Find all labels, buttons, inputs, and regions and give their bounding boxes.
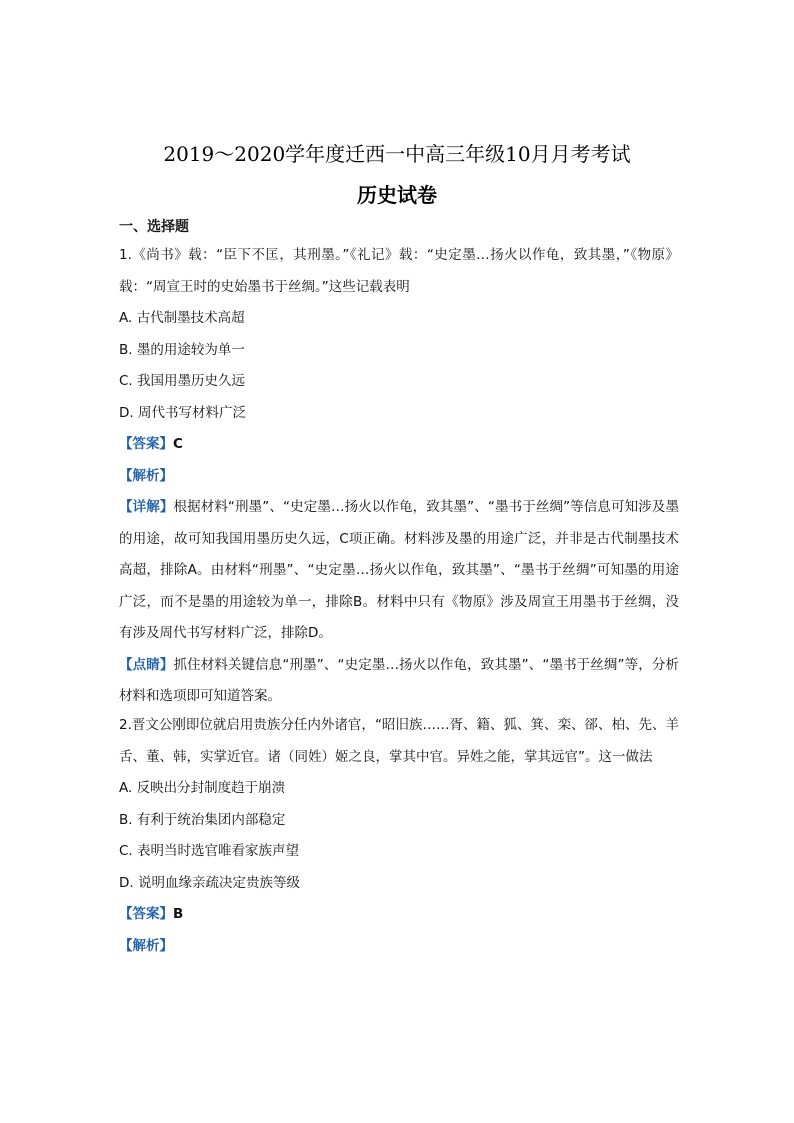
tip-text: 抓住材料关键信息“刑墨”、“史定墨…扬火以作龟，致其墨”、“墨书于丝绸”等，分析材料和选项即可知道答案。 [119, 656, 679, 704]
option-c: C. 我国用墨历史久远 [119, 373, 246, 389]
option-a: A. 反映出分封制度趋于崩溃 [119, 780, 286, 796]
analysis-line [119, 461, 679, 493]
analysis-tag: 【解析】 [119, 937, 173, 954]
exam-title: 2019～2020学年度迁西一中高三年级10月月考考试 [163, 142, 631, 166]
question-stem: 1.《尚书》载：“臣下不匡，其刑墨。”《礼记》载：“史定墨…扬火以作龟，致其墨，”《物原》载：“周宣王时的史始墨书于丝绸。”这些记载表明 [119, 247, 679, 295]
option-a: A. 古代制墨技术高超 [119, 310, 245, 326]
question-1 [119, 240, 679, 713]
option-b: B. 有利于统治集团内部稳定 [119, 811, 286, 828]
analysis-tag: 【解析】 [119, 467, 173, 484]
answer-tag: 【答案】 [119, 906, 173, 922]
tip-tag: 【点睛】 [119, 656, 174, 673]
tip-paragraph [119, 650, 679, 713]
detail-text: 根据材料“刑墨”、“史定墨…扬火以作龟，致其墨”、“墨书于丝绸”等信息可知涉及墨的用途，故可知我国用墨历史久远，C项正确。材料涉及墨的用途广泛，并非是古代制墨技术高超，排除A。由材料“刑墨”、“史定墨…扬火以作龟，致其墨”、“墨书于丝绸”可知墨的用途广泛，而不是墨的用途较为单一，排除B。材料中只有《物原》涉及周宣王用墨书于丝绸，没有涉及周代书写材料广泛，排除D。 [119, 499, 679, 641]
analysis-line [119, 931, 679, 963]
answer-value: B [173, 906, 184, 922]
option-b: B. 墨的用途较为单一 [119, 341, 245, 358]
answer-line [119, 429, 679, 461]
section-heading: 一、选择题 [119, 219, 189, 235]
option-c: C. 表明当时选官唯看家族声望 [119, 843, 300, 859]
answer-tag: 【答案】 [119, 436, 173, 452]
option-d: D. 周代书写材料广泛 [119, 404, 246, 421]
question-2 [119, 710, 679, 962]
detail-tag: 【详解】 [119, 499, 174, 515]
exam-subtitle: 历史试卷 [357, 183, 437, 207]
question-stem: 2.晋文公刚即位就启用贵族分任内外诸官，“昭旧族……胥、籍、狐、箕、栾、郤、柏、先、羊舌、董、韩，实掌近官。诸（同姓）姬之良，掌其中官。异姓之能，掌其远官”。这一做法 [119, 717, 679, 765]
answer-line [119, 899, 679, 931]
answer-value: C [173, 436, 183, 452]
option-d: D. 说明血缘亲疏决定贵族等级 [119, 874, 300, 891]
detail-paragraph [119, 492, 679, 650]
